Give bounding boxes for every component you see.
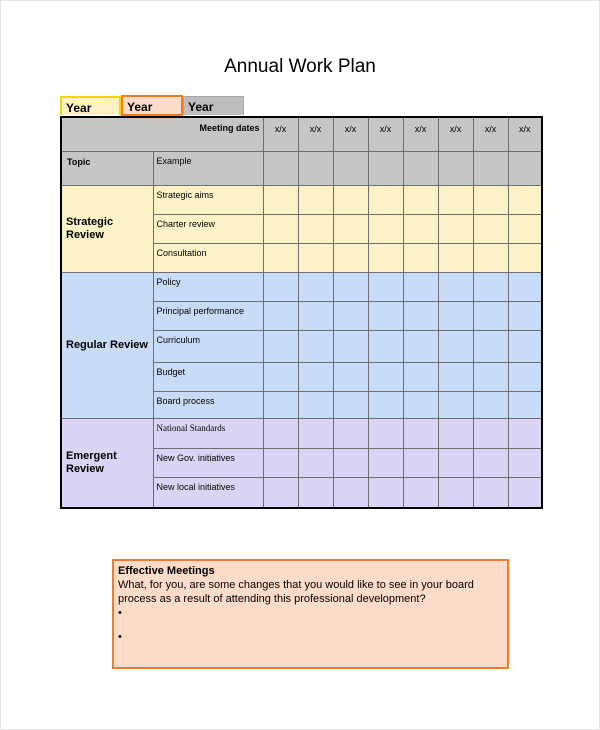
schedule-cell[interactable]	[508, 331, 542, 363]
date-cell[interactable]: x/x	[508, 117, 542, 152]
schedule-cell[interactable]	[368, 152, 403, 186]
schedule-cell[interactable]	[333, 331, 368, 363]
schedule-cell[interactable]	[473, 392, 508, 419]
schedule-cell[interactable]	[263, 331, 298, 363]
schedule-cell[interactable]	[473, 419, 508, 449]
group-emergent-review: Emergent Review	[61, 419, 153, 508]
schedule-cell[interactable]	[263, 152, 298, 186]
schedule-cell[interactable]	[508, 363, 542, 392]
schedule-cell[interactable]	[508, 449, 542, 478]
schedule-cell[interactable]	[403, 392, 438, 419]
item-label: Budget	[153, 363, 263, 392]
schedule-cell[interactable]	[473, 215, 508, 244]
schedule-cell[interactable]	[403, 478, 438, 508]
schedule-cell[interactable]	[508, 302, 542, 331]
table-row	[61, 186, 542, 215]
schedule-cell[interactable]	[298, 152, 333, 186]
schedule-cell[interactable]	[333, 152, 368, 186]
effective-meetings-box	[112, 559, 509, 669]
table-row	[61, 273, 542, 302]
schedule-cell[interactable]	[403, 152, 438, 186]
date-cell[interactable]: x/x	[298, 117, 333, 152]
schedule-cell[interactable]	[263, 478, 298, 508]
item-label: New local initiatives	[153, 478, 263, 508]
group-regular-review: Regular Review	[61, 273, 153, 419]
schedule-cell[interactable]	[368, 244, 403, 273]
year-tab-2[interactable]: Year	[121, 95, 183, 116]
topic-row	[61, 152, 542, 186]
example-label: Example	[153, 152, 263, 186]
item-label: National Standards	[153, 419, 263, 449]
schedule-cell[interactable]	[298, 363, 333, 392]
schedule-cell[interactable]	[438, 302, 473, 331]
meeting-dates-row	[61, 117, 542, 152]
item-label: Policy	[153, 273, 263, 302]
schedule-cell[interactable]	[368, 392, 403, 419]
schedule-cell[interactable]	[263, 363, 298, 392]
schedule-cell[interactable]	[438, 186, 473, 215]
schedule-cell[interactable]	[333, 392, 368, 419]
schedule-cell[interactable]	[263, 302, 298, 331]
schedule-cell[interactable]	[298, 215, 333, 244]
item-label: New Gov. initiatives	[153, 449, 263, 478]
effective-meetings-question: What, for you, are some changes that you would like to see in your board process as a result of attending this professional development?	[118, 579, 474, 605]
schedule-cell[interactable]	[438, 478, 473, 508]
effective-meetings-title: Effective Meetings	[118, 565, 215, 577]
date-cell[interactable]: x/x	[438, 117, 473, 152]
schedule-cell[interactable]	[438, 215, 473, 244]
schedule-cell[interactable]	[298, 273, 333, 302]
schedule-cell[interactable]	[298, 392, 333, 419]
schedule-cell[interactable]	[368, 273, 403, 302]
schedule-cell[interactable]	[263, 215, 298, 244]
schedule-cell[interactable]	[473, 186, 508, 215]
schedule-cell[interactable]	[333, 419, 368, 449]
schedule-cell[interactable]	[333, 186, 368, 215]
item-label: Curriculum	[153, 331, 263, 363]
schedule-cell[interactable]	[473, 363, 508, 392]
schedule-cell[interactable]	[263, 244, 298, 273]
year-tab-3[interactable]: Year	[183, 96, 244, 115]
schedule-cell[interactable]	[508, 419, 542, 449]
schedule-cell[interactable]	[298, 302, 333, 331]
schedule-cell[interactable]	[508, 186, 542, 215]
group-strategic-review: Strategic Review	[61, 186, 153, 273]
schedule-cell[interactable]	[508, 244, 542, 273]
schedule-cell[interactable]	[508, 273, 542, 302]
table-row	[61, 419, 542, 449]
schedule-cell[interactable]	[438, 392, 473, 419]
schedule-cell[interactable]	[368, 302, 403, 331]
date-cell[interactable]: x/x	[403, 117, 438, 152]
topic-label: Topic	[61, 152, 153, 186]
schedule-cell[interactable]	[403, 419, 438, 449]
schedule-cell[interactable]	[298, 186, 333, 215]
schedule-cell[interactable]	[473, 331, 508, 363]
schedule-cell[interactable]	[263, 392, 298, 419]
schedule-cell[interactable]	[508, 215, 542, 244]
schedule-cell[interactable]	[368, 419, 403, 449]
item-label: Principal performance	[153, 302, 263, 331]
schedule-cell[interactable]	[438, 152, 473, 186]
item-label: Strategic aims	[153, 186, 263, 215]
schedule-cell[interactable]	[298, 419, 333, 449]
schedule-cell[interactable]	[368, 215, 403, 244]
schedule-cell[interactable]	[298, 449, 333, 478]
schedule-cell[interactable]	[473, 273, 508, 302]
schedule-cell[interactable]	[403, 331, 438, 363]
item-label: Board process	[153, 392, 263, 419]
schedule-cell[interactable]	[333, 363, 368, 392]
answer-bullet[interactable]: •	[118, 631, 122, 643]
schedule-cell[interactable]	[368, 449, 403, 478]
schedule-cell[interactable]	[333, 273, 368, 302]
page-title: Annual Work Plan	[224, 56, 376, 77]
schedule-cell[interactable]	[333, 215, 368, 244]
schedule-cell[interactable]	[403, 449, 438, 478]
schedule-cell[interactable]	[473, 478, 508, 508]
item-label: Consultation	[153, 244, 263, 273]
date-cell[interactable]: x/x	[263, 117, 298, 152]
schedule-cell[interactable]	[508, 392, 542, 419]
schedule-cell[interactable]	[263, 186, 298, 215]
schedule-cell[interactable]	[263, 449, 298, 478]
schedule-cell[interactable]	[473, 152, 508, 186]
date-cell[interactable]: x/x	[368, 117, 403, 152]
schedule-cell[interactable]	[298, 331, 333, 363]
schedule-cell[interactable]	[473, 302, 508, 331]
schedule-cell[interactable]	[508, 152, 542, 186]
schedule-cell[interactable]	[403, 363, 438, 392]
schedule-cell[interactable]	[438, 449, 473, 478]
schedule-cell[interactable]	[368, 331, 403, 363]
schedule-cell[interactable]	[438, 419, 473, 449]
schedule-cell[interactable]	[368, 186, 403, 215]
schedule-cell[interactable]	[438, 273, 473, 302]
schedule-cell[interactable]	[473, 449, 508, 478]
date-cell[interactable]: x/x	[333, 117, 368, 152]
schedule-cell[interactable]	[403, 273, 438, 302]
schedule-cell[interactable]	[333, 244, 368, 273]
schedule-cell[interactable]	[298, 478, 333, 508]
schedule-cell[interactable]	[473, 244, 508, 273]
answer-bullet[interactable]: •	[118, 607, 122, 619]
year-tab-1[interactable]: Year	[60, 96, 121, 115]
schedule-cell[interactable]	[333, 449, 368, 478]
work-plan-table	[60, 116, 543, 509]
date-cell[interactable]: x/x	[473, 117, 508, 152]
schedule-cell[interactable]	[403, 215, 438, 244]
schedule-cell[interactable]	[333, 302, 368, 331]
meeting-dates-label: Meeting dates	[61, 117, 263, 152]
schedule-cell[interactable]	[333, 478, 368, 508]
schedule-cell[interactable]	[403, 302, 438, 331]
schedule-cell[interactable]	[263, 419, 298, 449]
schedule-cell[interactable]	[368, 363, 403, 392]
schedule-cell[interactable]	[298, 244, 333, 273]
schedule-cell[interactable]	[438, 363, 473, 392]
schedule-cell[interactable]	[368, 478, 403, 508]
schedule-cell[interactable]	[438, 244, 473, 273]
item-label: Charter review	[153, 215, 263, 244]
schedule-cell[interactable]	[263, 273, 298, 302]
schedule-cell[interactable]	[438, 331, 473, 363]
schedule-cell[interactable]	[403, 244, 438, 273]
schedule-cell[interactable]	[508, 478, 542, 508]
schedule-cell[interactable]	[403, 186, 438, 215]
